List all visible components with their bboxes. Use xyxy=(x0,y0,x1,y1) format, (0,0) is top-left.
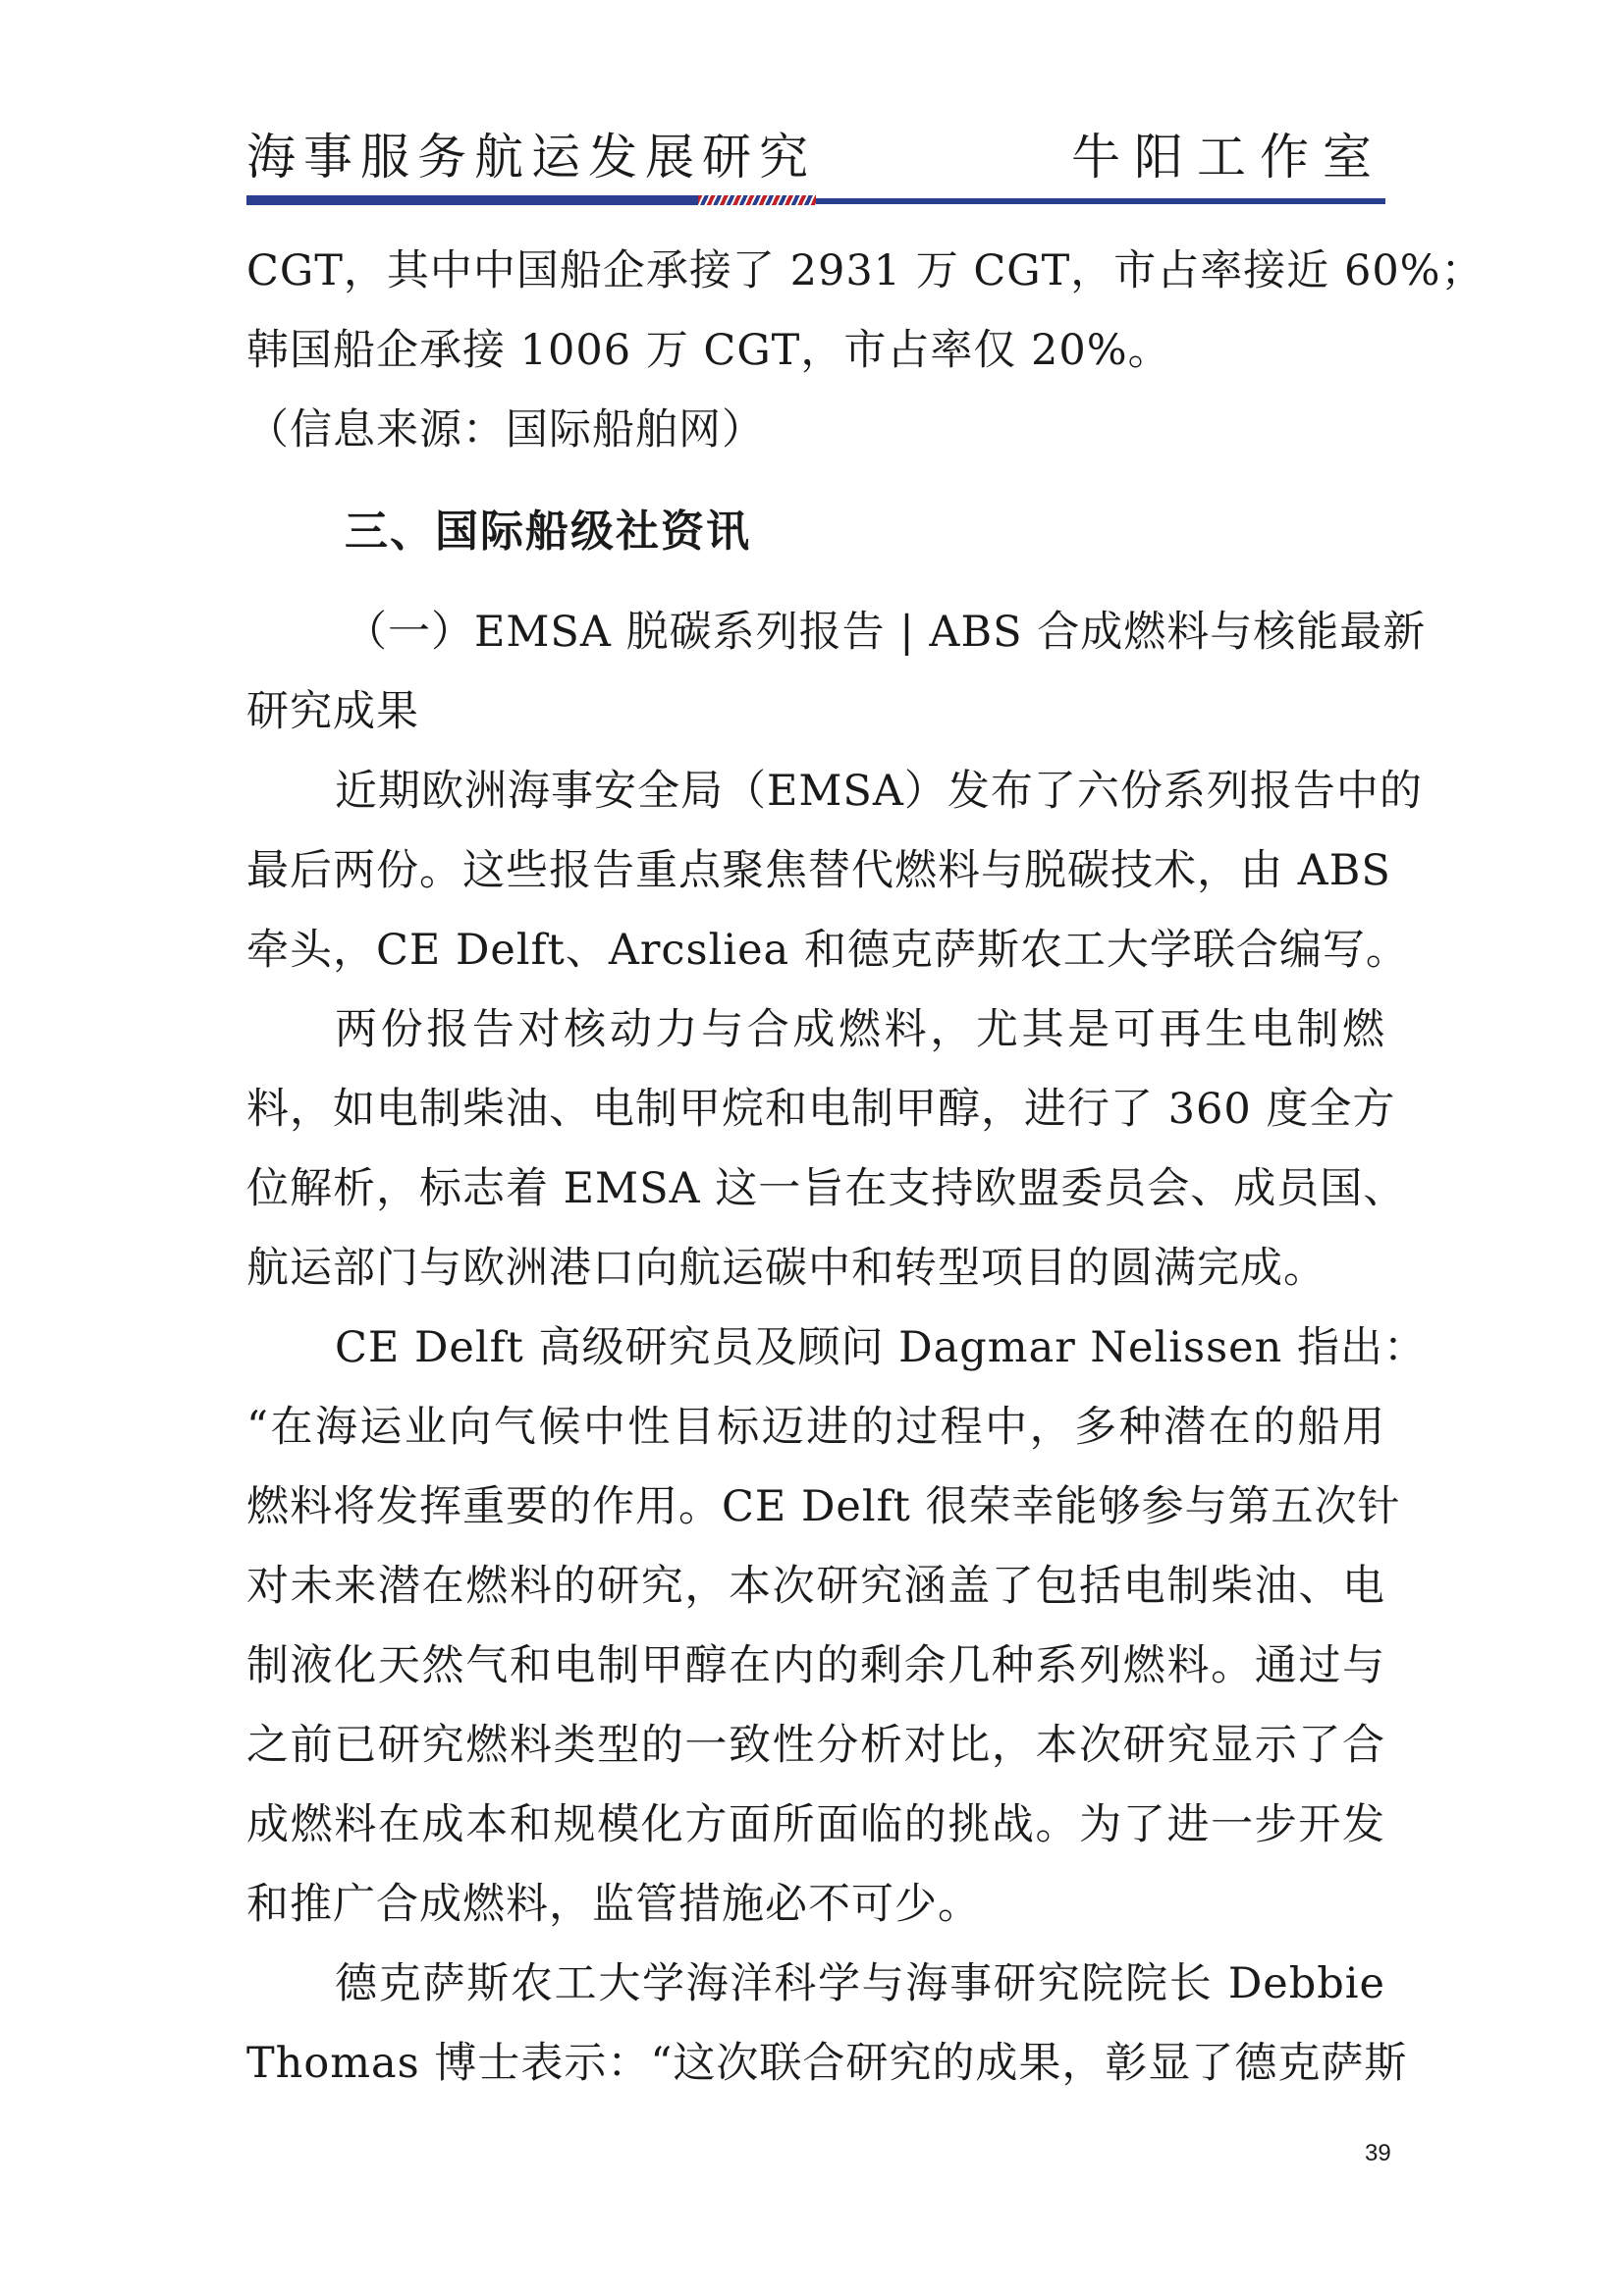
paragraph-line: 制液化天然气和电制甲醇在内的剩余几种系列燃料。通过与 xyxy=(246,1641,1385,1690)
intro-line: 韩国船企承接 1006 万 CGT，市占率仅 20%。 xyxy=(246,326,1171,375)
paragraph-line: CE Delft 高级研究员及顾问 Dagmar Nelissen 指出： xyxy=(335,1323,1427,1372)
page-body xyxy=(246,232,1485,2104)
paragraph-line: 牵头，CE Delft、Arcsliea 和德克萨斯农工大学联合编写。 xyxy=(246,926,1409,975)
page-number: 39 xyxy=(1365,2140,1391,2166)
header-divider xyxy=(246,195,1385,205)
source-note: （信息来源：国际船舶网） xyxy=(246,405,765,454)
intro-line: CGT，其中中国船企承接了 2931 万 CGT，市占率接近 60%； xyxy=(246,246,1485,295)
paragraph-line: 德克萨斯农工大学海洋科学与海事研究院院长 Debbie xyxy=(335,1959,1385,2008)
paragraph-line: 之前已研究燃料类型的一致性分析对比，本次研究显示了合 xyxy=(246,1721,1385,1770)
paragraph-line: “在海运业向气候中性目标迈进的过程中，多种潜在的船用 xyxy=(246,1403,1385,1452)
paragraph-line: 成燃料在成本和规模化方面所面临的挑战。为了进一步开发 xyxy=(246,1800,1385,1849)
header-title: 海事服务航运发展研究 xyxy=(246,129,816,186)
paragraph-line: 位解析，标志着 EMSA 这一旨在支持欧盟委员会、成员国、 xyxy=(246,1164,1407,1213)
paragraph-line: 燃料将发挥重要的作用。CE Delft 很荣幸能够参与第五次针 xyxy=(246,1482,1401,1531)
paragraph-line: 最后两份。这些报告重点聚焦替代燃料与脱碳技术，由 ABS xyxy=(246,846,1391,895)
paragraph-line: Thomas 博士表示：“这次联合研究的成果，彰显了德克萨斯 xyxy=(246,2039,1408,2088)
paragraph-line: 航运部门与欧洲港口向航运碳中和转型项目的圆满完成。 xyxy=(246,1244,1326,1293)
header-studio-name: 牛阳工作室 xyxy=(1071,129,1385,186)
sub-heading-line: 研究成果 xyxy=(246,687,419,736)
paragraph-line: 两份报告对核动力与合成燃料，尤其是可再生电制燃 xyxy=(335,1005,1385,1054)
paragraph-line: 料，如电制柴油、电制甲烷和电制甲醇，进行了 360 度全方 xyxy=(246,1085,1396,1134)
paragraph-line: 和推广合成燃料，监管措施必不可少。 xyxy=(246,1880,981,1929)
paragraph-line: 对未来潜在燃料的研究，本次研究涵盖了包括电制柴油、电 xyxy=(246,1562,1385,1611)
sub-heading-line: （一）EMSA 脱碳系列报告 | ABS 合成燃料与核能最新 xyxy=(345,608,1427,657)
section-heading: 三、国际船级社资讯 xyxy=(345,507,751,557)
page-header xyxy=(246,128,1385,198)
paragraph-line: 近期欧洲海事安全局（EMSA）发布了六份系列报告中的 xyxy=(335,767,1423,816)
